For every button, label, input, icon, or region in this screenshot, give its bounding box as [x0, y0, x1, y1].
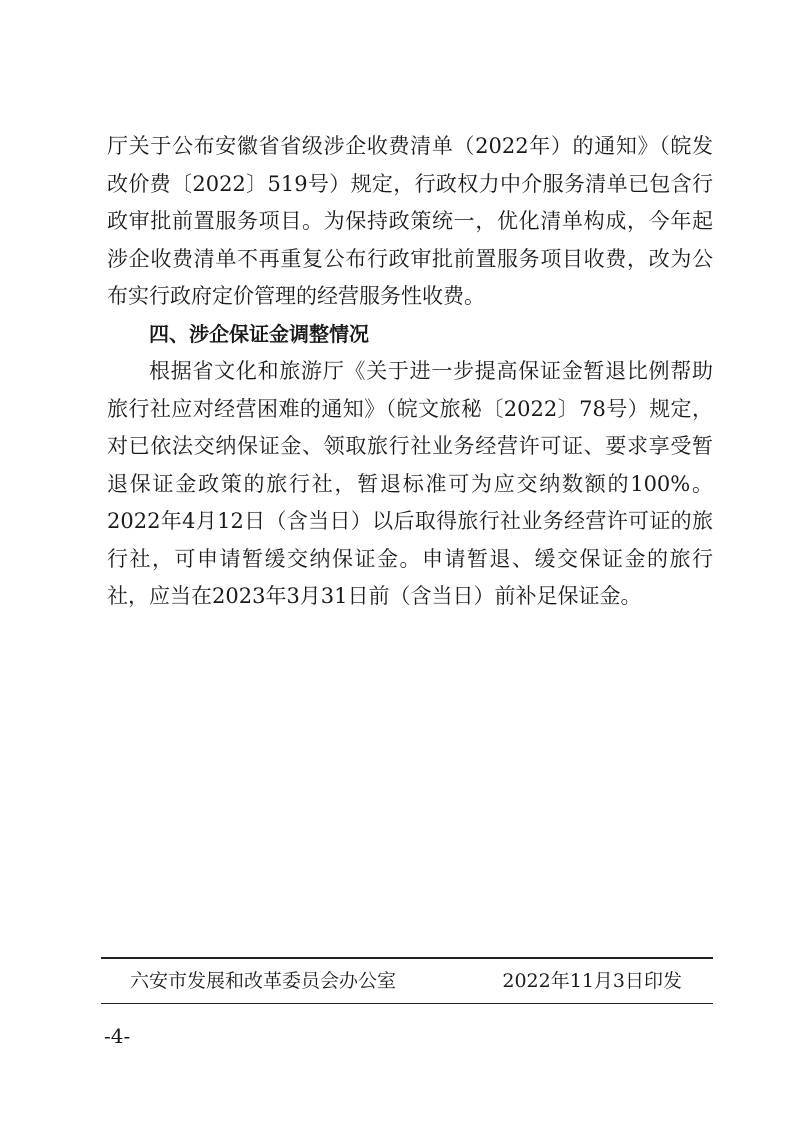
footer-bottom-rule — [101, 1003, 713, 1004]
paragraph-continued: 厅关于公布安徽省省级涉企收费清单（2022年）的通知》（皖发改价费〔2022〕519号）规定，行政权力中介服务清单已包含行政审批前置服务项目。为保持政策统一，优化清单构成，今年起涉企收费清单不再重复公布行政审批前置服务项目收费，改为公布实行政府定价管理的经营服务性收费。 — [107, 134, 713, 308]
footer-imprint — [130, 965, 690, 997]
footer-issuer: 六安市发展和改革委员会办公室 — [130, 970, 397, 992]
paragraph-guarantee-deposit: 根据省文化和旅游厅《关于进一步提高保证金暂退比例帮助旅行社应对经营困难的通知》（皖文旅秘〔2022〕78号）规定，对已依法交纳保证金、领取旅行社业务经营许可证、要求享受暂退保证金政策的旅行社，暂退标准可为应交纳数额的100%。2022年4月12日（含当日）以后取得旅行社业务经营许可证的旅行社，可申请暂缓交纳保证金。申请暂退、缓交保证金的旅行社，应当在2023年3月31日前（含当日）前补足保证金。 — [107, 359, 713, 608]
document-body — [107, 128, 713, 616]
page-number: -4- — [104, 1024, 131, 1048]
footer-issue-date: 2022年11月3日印发 — [502, 970, 682, 992]
section-heading-4: 四、涉企保证金调整情况 — [149, 321, 369, 346]
footer-top-rule — [101, 957, 713, 959]
